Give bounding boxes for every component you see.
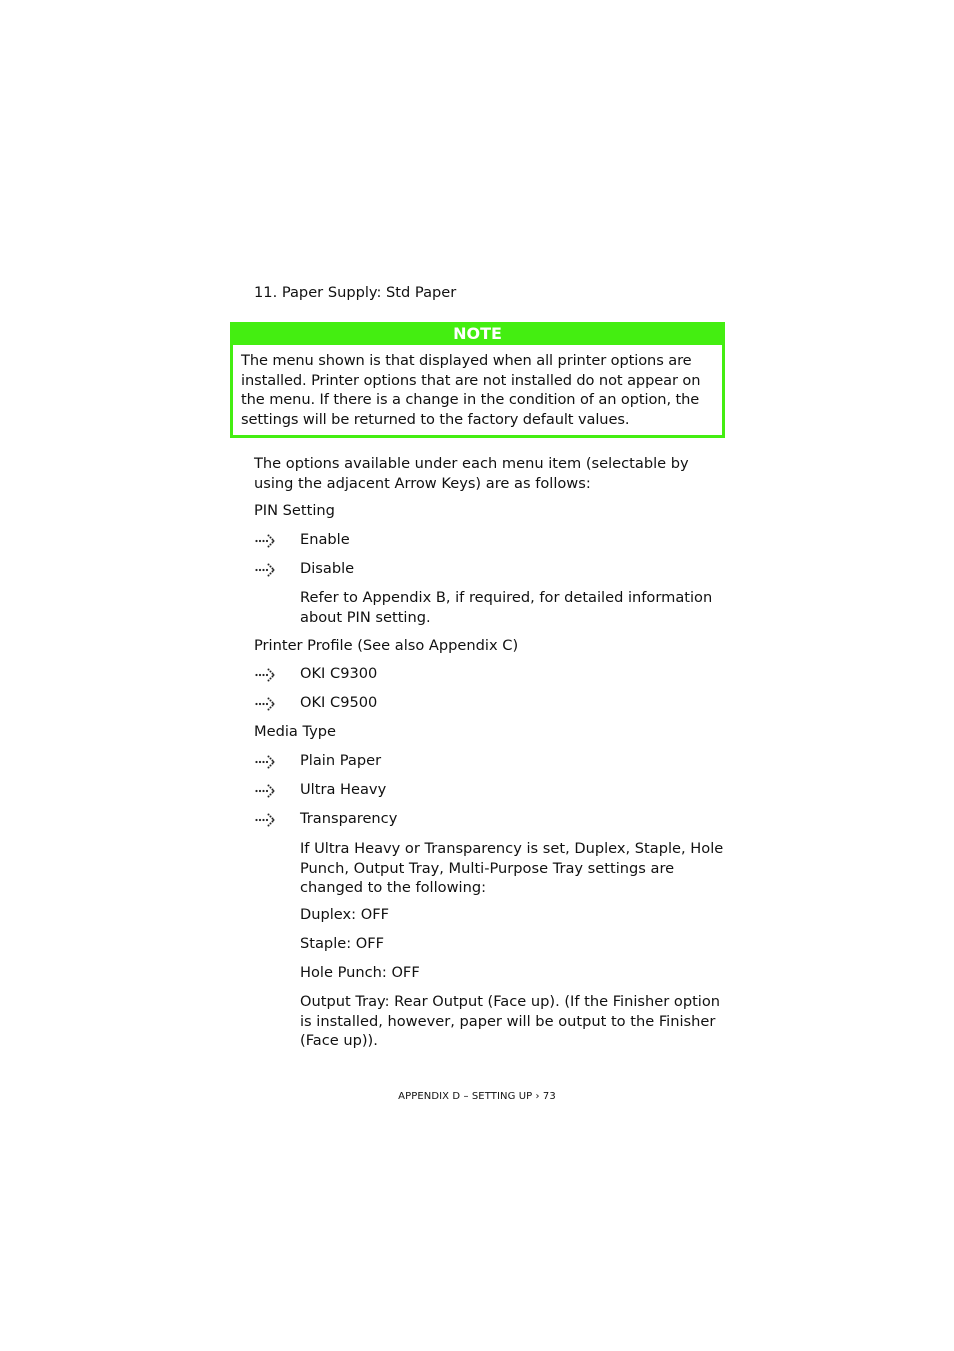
note-box — [230, 322, 725, 438]
profile-option-c9500: OKI C9500 — [300, 694, 378, 711]
setting-hole-punch: Hole Punch: OFF — [300, 964, 420, 981]
media-option-transparency: Transparency — [300, 810, 398, 827]
media-option-plain: Plain Paper — [300, 752, 382, 769]
profile-option-c9300: OKI C9300 — [300, 665, 378, 682]
dotted-arrow-icon — [254, 784, 276, 798]
note-text: The menu shown is that displayed when all printer options are installed. Printer options that are not installed do not appear on the menu. If there is a change in the condition of an option, the settings will be returned to the factory default values. — [241, 352, 701, 428]
setting-duplex: Duplex: OFF — [300, 906, 389, 923]
media-type-label: Media Type — [254, 723, 336, 740]
pin-setting-label: PIN Setting — [254, 502, 335, 519]
note-title: NOTE — [233, 322, 722, 345]
dotted-arrow-icon — [254, 755, 276, 769]
dotted-arrow-icon — [254, 668, 276, 682]
dotted-arrow-icon — [254, 813, 276, 827]
dotted-arrow-icon — [254, 534, 276, 548]
media-type-note: If Ultra Heavy or Transparency is set, Duplex, Staple, Hole Punch, Output Tray, Multi-Purpose Tray settings are changed to the following: — [300, 840, 724, 896]
pin-option-disable: Disable — [300, 560, 355, 577]
printer-profile-label: Printer Profile (See also Appendix C) — [254, 637, 519, 654]
pin-setting-note: Refer to Appendix B, if required, for detailed information about PIN setting. — [300, 589, 713, 626]
intro-paragraph: The options available under each menu item (selectable by using the adjacent Arrow Keys) are as follows: — [254, 455, 689, 492]
setting-staple: Staple: OFF — [300, 935, 385, 952]
dotted-arrow-icon — [254, 697, 276, 711]
media-option-ultra-heavy: Ultra Heavy — [300, 781, 387, 798]
page-footer: APPENDIX D – SETTING UP › 73 — [398, 1091, 556, 1102]
section-heading: 11. Paper Supply: Std Paper — [254, 284, 457, 301]
dotted-arrow-icon — [254, 563, 276, 577]
pin-option-enable: Enable — [300, 531, 350, 548]
output-tray-note: Output Tray: Rear Output (Face up). (If the Finisher option is installed, however, paper will be output to the Finisher (Face up)). — [300, 993, 721, 1049]
